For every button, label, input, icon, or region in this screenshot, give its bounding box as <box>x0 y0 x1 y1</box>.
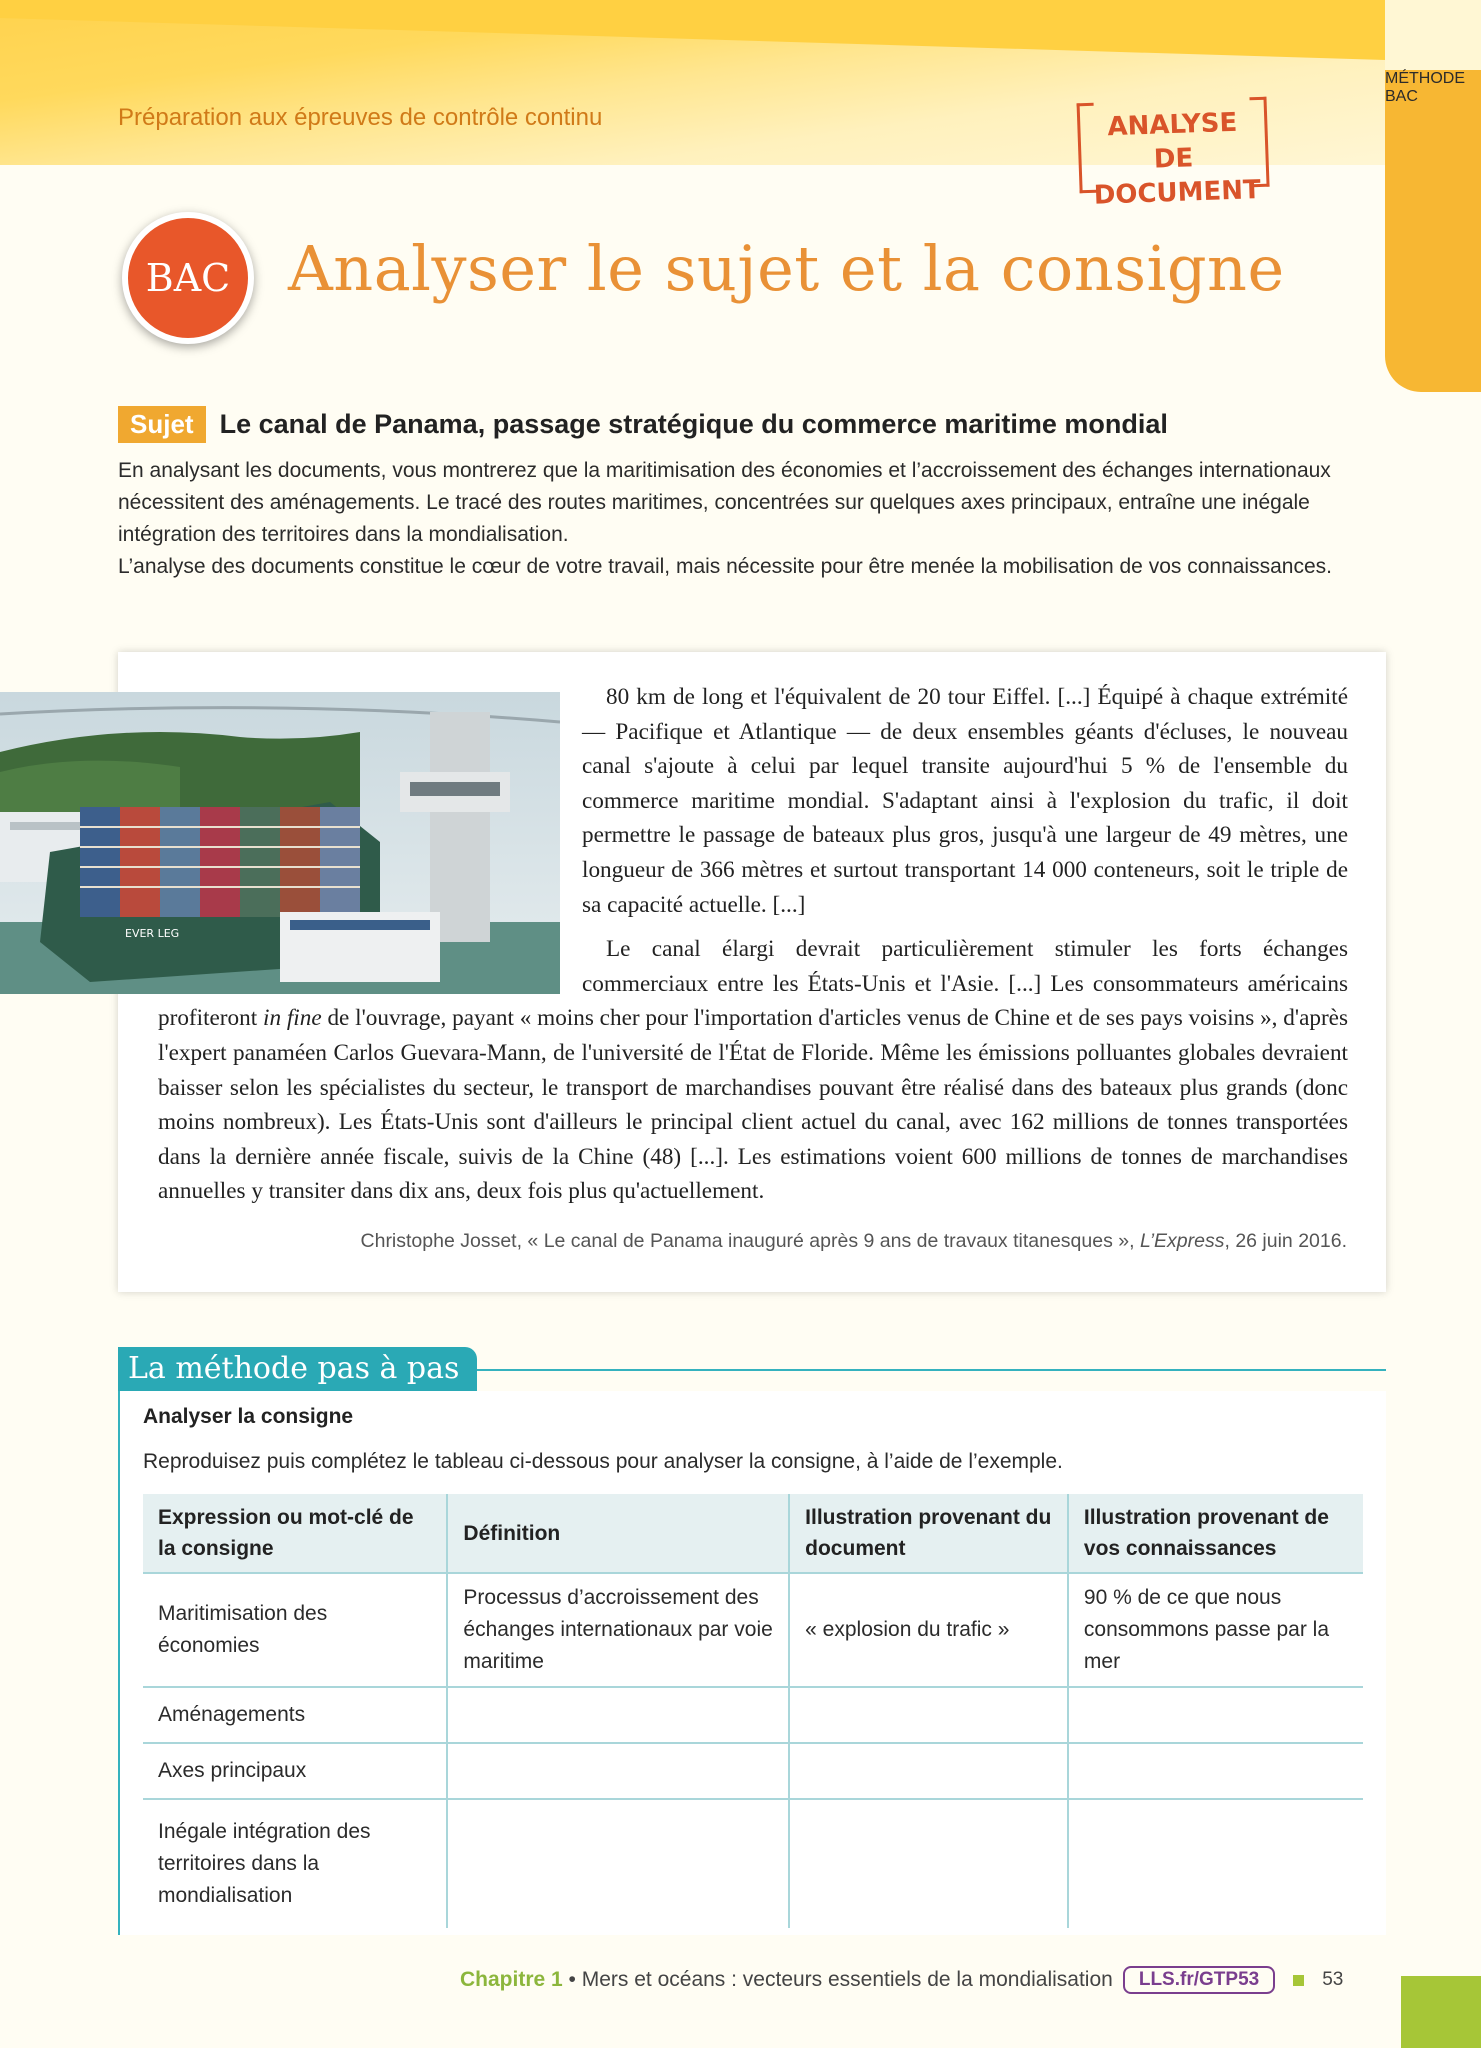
sujet-body <box>118 455 1388 583</box>
sujet-paragraph: L’analyse des documents constitue le cœur de votre travail, mais nécessite pour être menée la mobilisation de vos connaissances. <box>118 555 1332 578</box>
table-cell <box>1068 1687 1363 1743</box>
sujet-tag: Sujet <box>118 406 206 443</box>
document-italic: in fine <box>263 1005 322 1032</box>
document-paragraph: 80 km de long et l'équivalent de 20 tour Eiffel. [...] Équipé à chaque extrémité — Pacifique et Atlantique — de deux ensembles géants d'écluses, le nouveau canal s'ajoute à celui par lequel transite aujourd'hui 5 % de l'ensemble du commerce maritime mondial. S'adaptant ainsi à l'explosion du trafic, il doit permettre le passage de bateaux plus gros, jusqu'à une largeur de 49 mètres, une longueur de 366 mètres et surtout transportant 14 000 conteneurs, soit le triple de sa capacité actuelle. [...] <box>582 684 1348 918</box>
footer-square-icon <box>1293 1975 1304 1986</box>
column-header: Illustration provenant du document <box>789 1494 1068 1573</box>
stamp-line-1: ANALYSE DE <box>1106 107 1238 175</box>
side-tab <box>1385 70 1481 392</box>
document-text-span: de l'ouvrage, payant « moins cher pour l'importation d'articles venus de Chine et de ses pays voisins », d'après l'expert panaméen Carlos Guevara-Mann, de l'université de l'État de Floride. Même les émissions polluantes globales devraient baisser selon les spécialistes du secteur, le transport de marchandises pouvant être réalisé dans des bateaux plus grands (donc moins nombreux). Les États-Unis sont d'ailleurs le principal client actuel du canal, avec 162 millions de tonnes transportées dans la dernière année fiscale, suivis de la Chine (48) [...]. Les estimations voient 600 millions de tonnes de marchandises annuelles y transiter dans dix ans, deux fois plus qu'actuellement. <box>158 1005 1348 1205</box>
ship-label: EVER LEG <box>125 927 180 940</box>
page-footer <box>460 1966 1343 1994</box>
table-cell: 90 % de ce que nous consommons passe par la mer <box>1068 1573 1363 1687</box>
footer-link[interactable]: LLS.fr/GTP53 <box>1123 1966 1275 1994</box>
footer-separator: • <box>562 1968 582 1991</box>
column-header: Définition <box>447 1494 789 1573</box>
stamp-line-2: DOCUMENT <box>1093 174 1262 211</box>
sujet-paragraph: En analysant les documents, vous montrerez que la maritimisation des économies et l’accroissement des échanges internationaux nécessitent des aménagements. Le tracé des routes maritimes, concentrées sur quelques axes principaux, entraîne une inégale intégration des territoires dans la mondialisation. <box>118 459 1331 546</box>
table-cell <box>447 1799 789 1928</box>
table-cell <box>789 1799 1068 1928</box>
table-cell <box>789 1687 1068 1743</box>
side-tab-label: MÉTHODE BAC <box>1385 70 1465 105</box>
document-text-span: Le canal élargi devrait particulièrement stimuler les forts échanges commerciaux entre les États-Unis et l'Asie. [...] Les consommateurs américains profiteront <box>158 936 1348 1032</box>
table-row <box>143 1743 1363 1799</box>
table-cell: Inégale intégration des territoires dans la mondialisation <box>143 1799 447 1928</box>
table-cell <box>447 1687 789 1743</box>
table-cell: Axes principaux <box>143 1743 447 1799</box>
document-type-stamp <box>1077 97 1270 211</box>
table-cell: Maritimisation des économies <box>143 1573 447 1687</box>
sujet-header <box>118 406 1168 443</box>
table-cell <box>1068 1743 1363 1799</box>
table-cell: Aménagements <box>143 1687 447 1743</box>
table-cell: « explosion du trafic » <box>789 1573 1068 1687</box>
table-row <box>143 1687 1363 1743</box>
column-header: Illustration provenant de vos connaissances <box>1068 1494 1363 1573</box>
document-citation <box>361 1230 1347 1253</box>
side-tab-top <box>1385 0 1481 70</box>
footer-chapter-title: Mers et océans : vecteurs essentiels de la mondialisation <box>581 1968 1113 1991</box>
table-cell: Processus d’accroissement des échanges internationaux par voie maritime <box>447 1573 789 1687</box>
column-header: Expression ou mot-clé de la consigne <box>143 1494 447 1573</box>
table-row <box>143 1799 1363 1928</box>
method-subtitle: Analyser la consigne <box>143 1405 354 1428</box>
table-row <box>143 1573 1363 1687</box>
sujet-title: Le canal de Panama, passage stratégique du commerce maritime mondial <box>219 409 1168 439</box>
citation-source: L’Express <box>1139 1230 1225 1252</box>
method-tab: La méthode pas à pas <box>118 1347 477 1391</box>
citation-author: Christophe Josset, « Le canal de Panama inauguré après 9 ans de travaux titanesques », <box>360 1230 1140 1252</box>
table-cell <box>447 1743 789 1799</box>
citation-date: , 26 juin 2016. <box>1224 1230 1347 1252</box>
analysis-table <box>143 1494 1363 1928</box>
footer-chapter: Chapitre 1 <box>460 1968 563 1991</box>
method-left-border <box>118 1369 120 1935</box>
page-number: 53 <box>1322 1969 1344 1990</box>
corner-block <box>1401 1976 1481 2048</box>
series-title: Préparation aux épreuves de contrôle continu <box>118 104 603 131</box>
method-instruction: Reproduisez puis complétez le tableau ci-dessous pour analyser la consigne, à l’aide de l’exemple. <box>143 1450 1063 1473</box>
page-title: Analyser le sujet et la consigne <box>288 232 1285 305</box>
table-header-row <box>143 1494 1363 1573</box>
document-text <box>158 680 1348 1209</box>
bac-badge: BAC <box>122 212 254 344</box>
table-cell <box>1068 1799 1363 1928</box>
table-cell <box>789 1743 1068 1799</box>
